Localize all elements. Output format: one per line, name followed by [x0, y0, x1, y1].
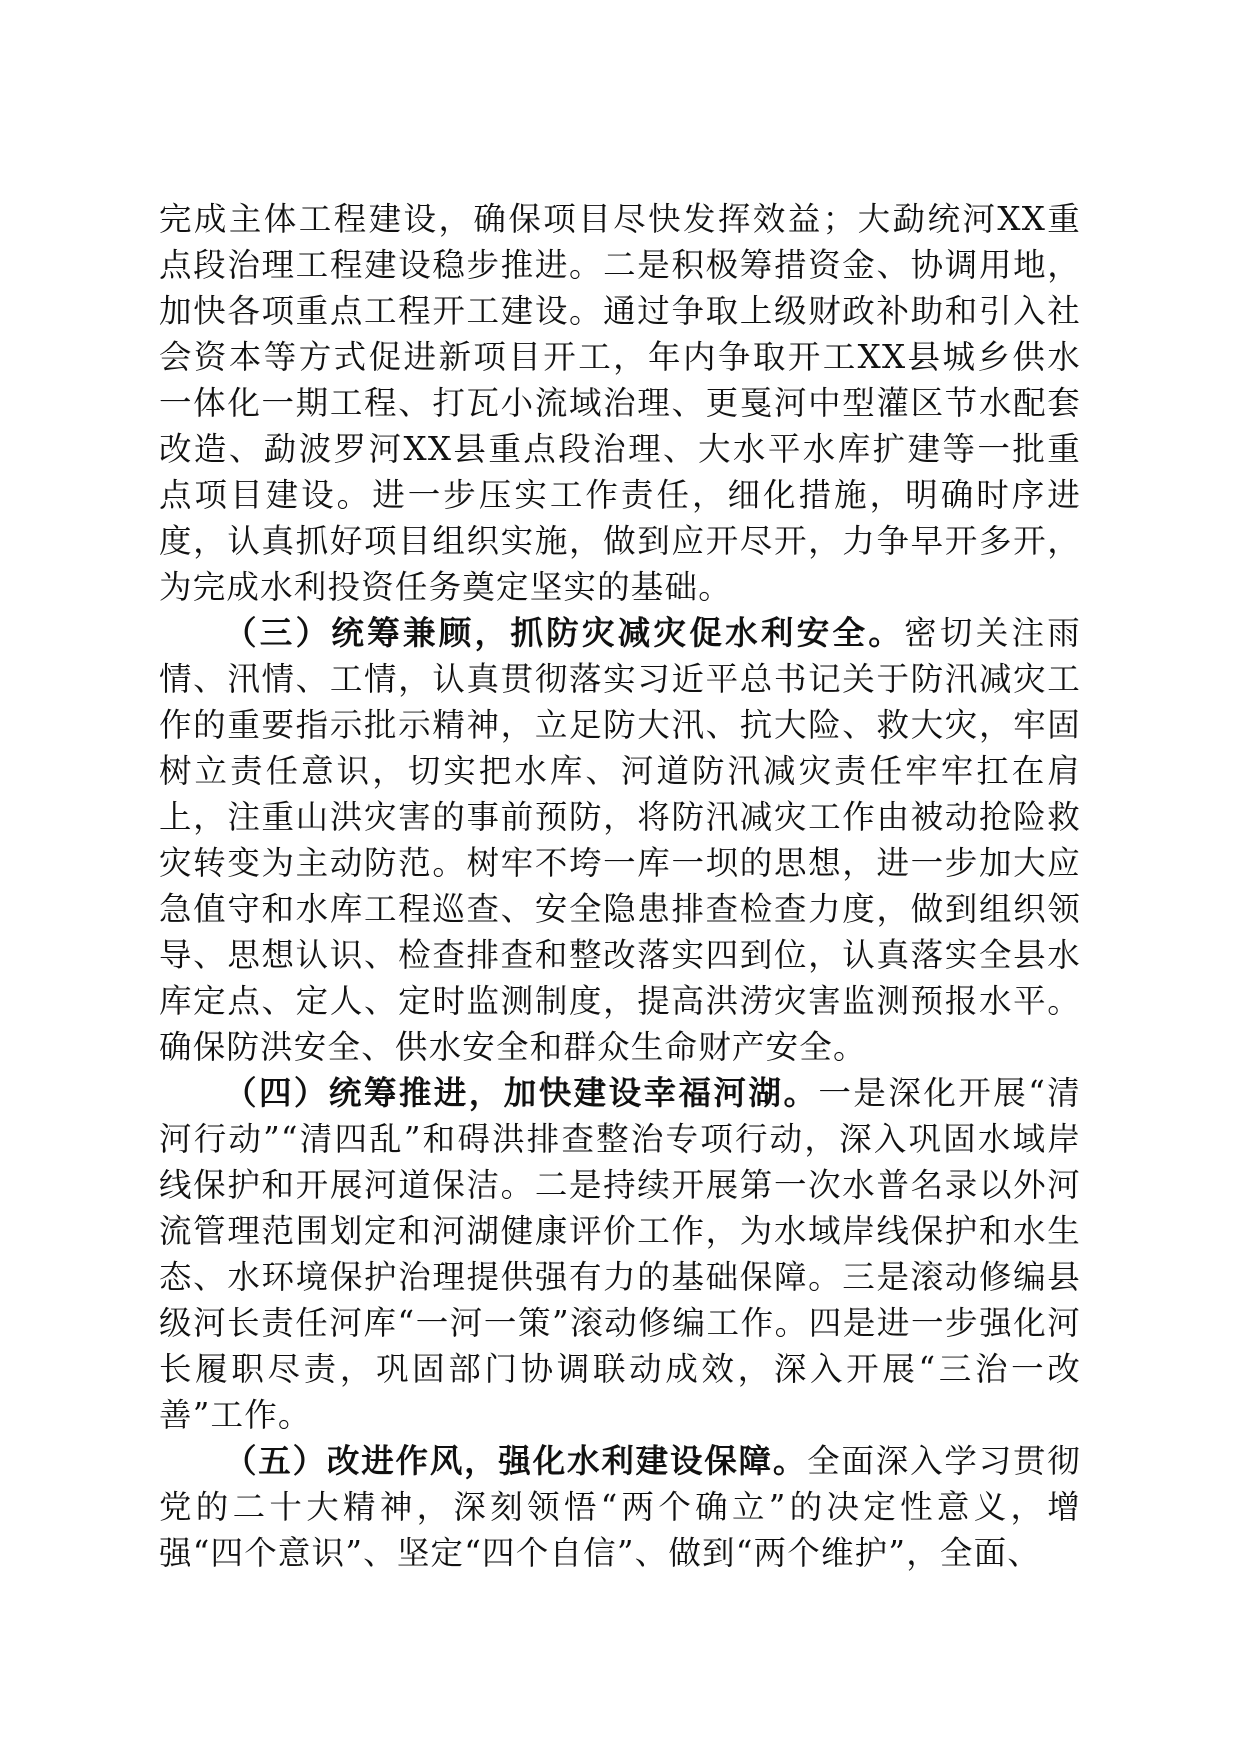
- paragraph-text: 全面深入学习贯彻党的二十大精神，深刻领悟“两个确立”的决定性意义，增强“四个意识”、坚定“四个自信”、做到“两个维护”，全面、: [159, 1442, 1081, 1572]
- paragraph-text: 一是深化开展“清河行动”“清四乱”和碍洪排查整治专项行动，深入巩固水域岸线保护和开展河道保洁。二是持续开展第一次水普名录以外河流管理范围划定和河湖健康评价工作，为水域岸线保护和水生态、水环境保护治理提供强有力的基础保障。三是滚动修编县级河长责任河库“一河一策”滚动修编工作。四是进一步强化河长履职尽责，巩固部门协调联动成效，深入开展“三治一改善”工作。: [159, 1074, 1081, 1434]
- section-heading-3: （三）统筹兼顾，抓防灾减灾促水利安全。: [224, 613, 905, 652]
- paragraph-section-4: [159, 1070, 1081, 1438]
- section-heading-5: （五）改进作风，强化水利建设保障。: [224, 1441, 808, 1480]
- paragraph-section-3: [159, 610, 1081, 1070]
- section-heading-4: （四）统筹推进，加快建设幸福河湖。: [224, 1073, 819, 1112]
- paragraph-text: 密切关注雨情、汛情、工情，认真贯彻落实习近平总书记关于防汛减灾工作的重要指示批示精神，立足防大汛、抗大险、救大灾，牢固树立责任意识，切实把水库、河道防汛减灾责任牢牢扛在肩上，注重山洪灾害的事前预防，将防汛减灾工作由被动抢险救灾转变为主动防范。树牢不垮一库一坝的思想，进一步加大应急值守和水库工程巡查、安全隐患排查检查力度，做到组织领导、思想认识、检查排查和整改落实四到位，认真落实全县水库定点、定人、定时监测制度，提高洪涝灾害监测预报水平。确保防洪安全、供水安全和群众生命财产安全。: [159, 614, 1081, 1066]
- paragraph-section-5: [159, 1438, 1081, 1576]
- paragraph-continuation: [159, 196, 1081, 610]
- paragraph-text: 完成主体工程建设，确保项目尽快发挥效益；大勐统河XX重点段治理工程建设稳步推进。二是积极筹措资金、协调用地，加快各项重点工程开工建设。通过争取上级财政补助和引入社会资本等方式促进新项目开工，年内争取开工XX县城乡供水一体化一期工程、打瓦小流域治理、更戛河中型灌区节水配套改造、勐波罗河XX县重点段治理、大水平水库扩建等一批重点项目建设。进一步压实工作责任，细化措施，明确时序进度，认真抓好项目组织实施，做到应开尽开，力争早开多开，为完成水利投资任务奠定坚实的基础。: [159, 200, 1081, 606]
- document-body: [159, 196, 1081, 1576]
